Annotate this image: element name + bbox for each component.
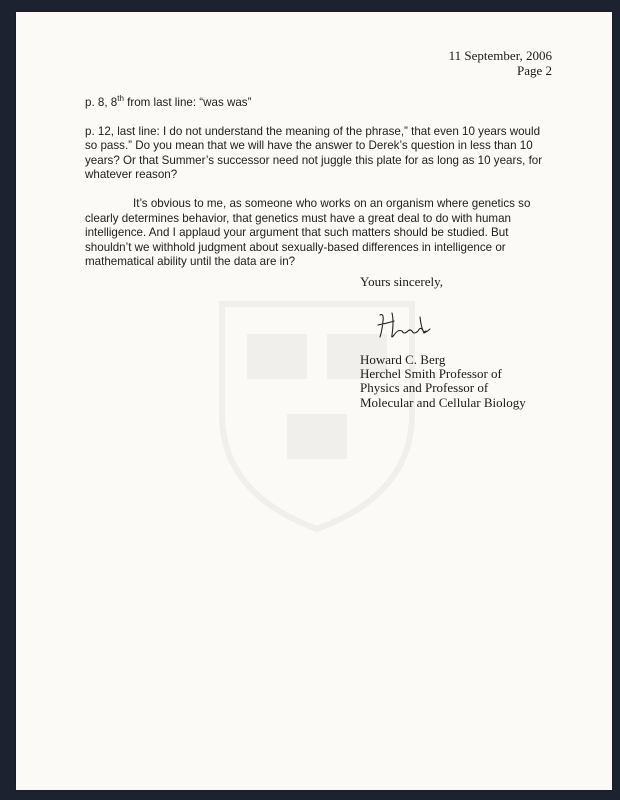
closing-salutation: Yours sincerely, (360, 274, 444, 289)
signer-title-3: Molecular and Cellular Biology (360, 394, 526, 410)
letter-header (449, 49, 552, 78)
correction-line-1: p. 8, 8th from last line: “was was” (85, 94, 252, 109)
page-number: Page 2 (516, 62, 552, 78)
signature-block (360, 353, 526, 410)
correction-paragraph-2: p. 12, last line: I do not understand the meaning of the phrase,” that even 10 years would so pass.” Do you mean that we will have the answer to Derek’s question in less than 10 years? Or that Summer’s successor need not juggle this plate for as long as 10 years, for whatever reason? (85, 124, 543, 182)
signer-name: Howard C. Berg (360, 352, 446, 367)
letter-page (16, 12, 612, 790)
letter-date: 11 September, 2006 (448, 48, 552, 63)
signer-title-2: Physics and Professor of (360, 380, 489, 396)
letter-body (85, 96, 555, 284)
main-paragraph: It’s obvious to me, as someone who works on an organism where genetics so clearly determines behavior, that genetics must have a great deal to do with human intelligence. And I applaud your argument that such matters should be studied. But shouldn’t we withhold judgment about sexually-based differences in intelligence or mathematical ability until the data are in? (85, 196, 531, 269)
signer-title-1: Herchel Smith Professor of (360, 366, 502, 382)
handwritten-signature (374, 307, 434, 347)
